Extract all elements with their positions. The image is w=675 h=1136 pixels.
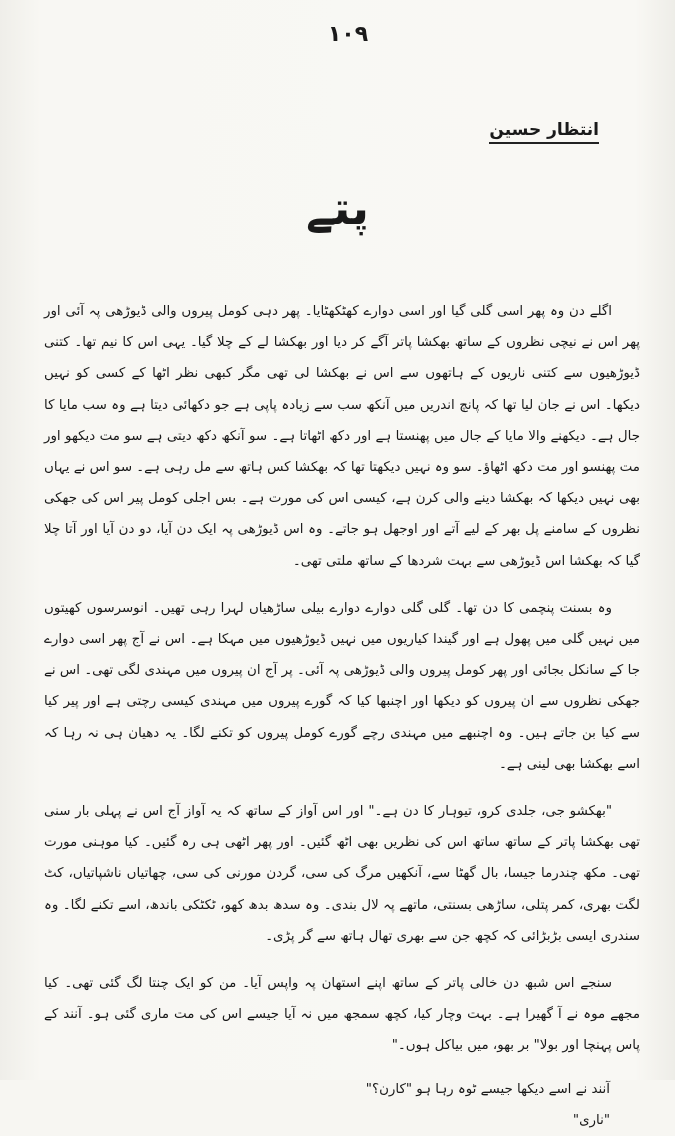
paragraph: وہ بسنت پنچمی کا دن تھا۔ گلی گلی دوارے دوارے بیلی ساڑھیاں لہرا رہی تھیں۔ انوسرسوں کھیتوں میں نہیں گلی میں پھول ہے اور گیندا کیاریوں میں نہیں ڈیوڑھیوں میں مہکا ہے۔ اس نے آج پھر اسی دوارے جا کے سانکل بجائی اور پھر کومل پیروں والی ڈیوڑھی پہ آئی۔ پر آج ان پیروں میں مہندی لگی تھی۔ اس نے جھکی نظروں سے ان پیروں کو دیکھا اور اچنبھا کیا کہ گورے پیروں میں مہندی کیسی رچتی ہے اور پیر کیا سے کیا بن جاتے ہیں۔ وہ اچنبھے میں مہندی رچے گورے کومل پیروں کو تکنے لگا۔ یہ دھیان ہی نہ رہا کہ اسے بھکشا بھی لینی ہے۔ [44, 600, 640, 772]
page-number: ١٠٩ [327, 22, 369, 47]
paragraph: اگلے دن وہ پھر اسی گلی گیا اور اسی دوارے کھٹکھٹایا۔ پھر دہی کومل پیروں والی ڈیوڑھی پہ آئی اور پھر اس نے نیچی نظروں کے ساتھ بھکشا پاتر آگے کر دیا اور بھکشا لے کے چلا گیا۔ یہی اس کا نیم تھا۔ کتنی ڈیوڑھیوں سے کتنی ناریوں کے ہاتھوں سے اس نے بھکشا لی تھی مگر کبھی نظر اٹھا کے کسی کو نہیں دیکھا۔ اس نے جان لیا تھا کہ پانچ اندریں میں آنکھ سب سے زیادہ پاپی ہے جو دکھائی دیتا ہے وہ سب مایا کا جال ہے۔ دیکھنے والا مایا کے جال میں پھنستا ہے اور دکھ اٹھاتا ہے۔ سو آنکھ دکھ دیتی ہے سو مت دیکھو اور مت پھنسو اور مت دکھ اٹھاؤ۔ سو وہ نہیں دیکھتا تھا کہ بھکشا کس ہاتھ سے مل رہی ہے۔ سو اس نے یہاں بھی نہیں دیکھا کہ بھکشا دینے والی کرن ہے، کیسی اس کی مورت ہے۔ بس اجلی کومل پیر اس کی جھکی نظروں کے سامنے پل بھر کے لیے آتے اور اوجھل ہو جاتے۔ وہ اس ڈیوڑھی پہ ایک دن آیا، دو دن آیا اور آتا چلا گیا کہ بھکشا اس ڈیوڑھی سے بہت شردھا کے ساتھ ملتی تھی۔ [44, 304, 640, 569]
paragraph: سنجے اس شبھ دن خالی پاتر کے ساتھ اپنے استھان پہ واپس آیا۔ من کو ایک چنتا لگ گئی تھی۔ کیا مجھے موہ نے آ گھیرا ہے۔ بہت وچار کیا، کچھ سمجھ میں نہ آیا جیسے اس کی مت ماری گئی ہو۔ آنند کے پاس پہنچا اور بولا" بر بھو، میں بیاکل ہوں۔" [44, 976, 640, 1054]
story-body [44, 296, 640, 1136]
paragraph: "بھکشو جی، جلدی کرو، تیوہار کا دن ہے۔" اور اس آواز کے ساتھ کہ یہ آواز آج اس نے پہلی بار سنی تھی بھکشا پاتر کے ساتھ ساتھ اس کی نظریں بھی اٹھ گئیں۔ اور پھر اٹھی ہی رہ گئیں۔ کیا موہنی مورت تھی۔ مکھ چندرما جیسا، بال گھٹا سے، آنکھیں مرگ کی سی، گردن مورنی کی سی، چھاتیاں ناشپاتیاں، کٹ لگت بھری، کمر پتلی، ساڑھی بسنتی، ماتھے پہ لال بندی۔ وہ سدھ بدھ کھو، ٹکٹکی باندھ، اسے تکنے لگا۔ وہ سندری ایسی بڑبڑائی کہ کچھ جن سے بھری تھال ہاتھ سے گر پڑی۔ [44, 804, 640, 944]
dialogue-line: "ناری" [572, 1112, 610, 1128]
author-name: انتظار حسین [489, 120, 599, 144]
dialogue-line: آنند نے اسے دیکھا جیسے ٹوہ رہا ہو "کارن؟" [365, 1081, 610, 1097]
story-title: پتے [305, 181, 369, 235]
